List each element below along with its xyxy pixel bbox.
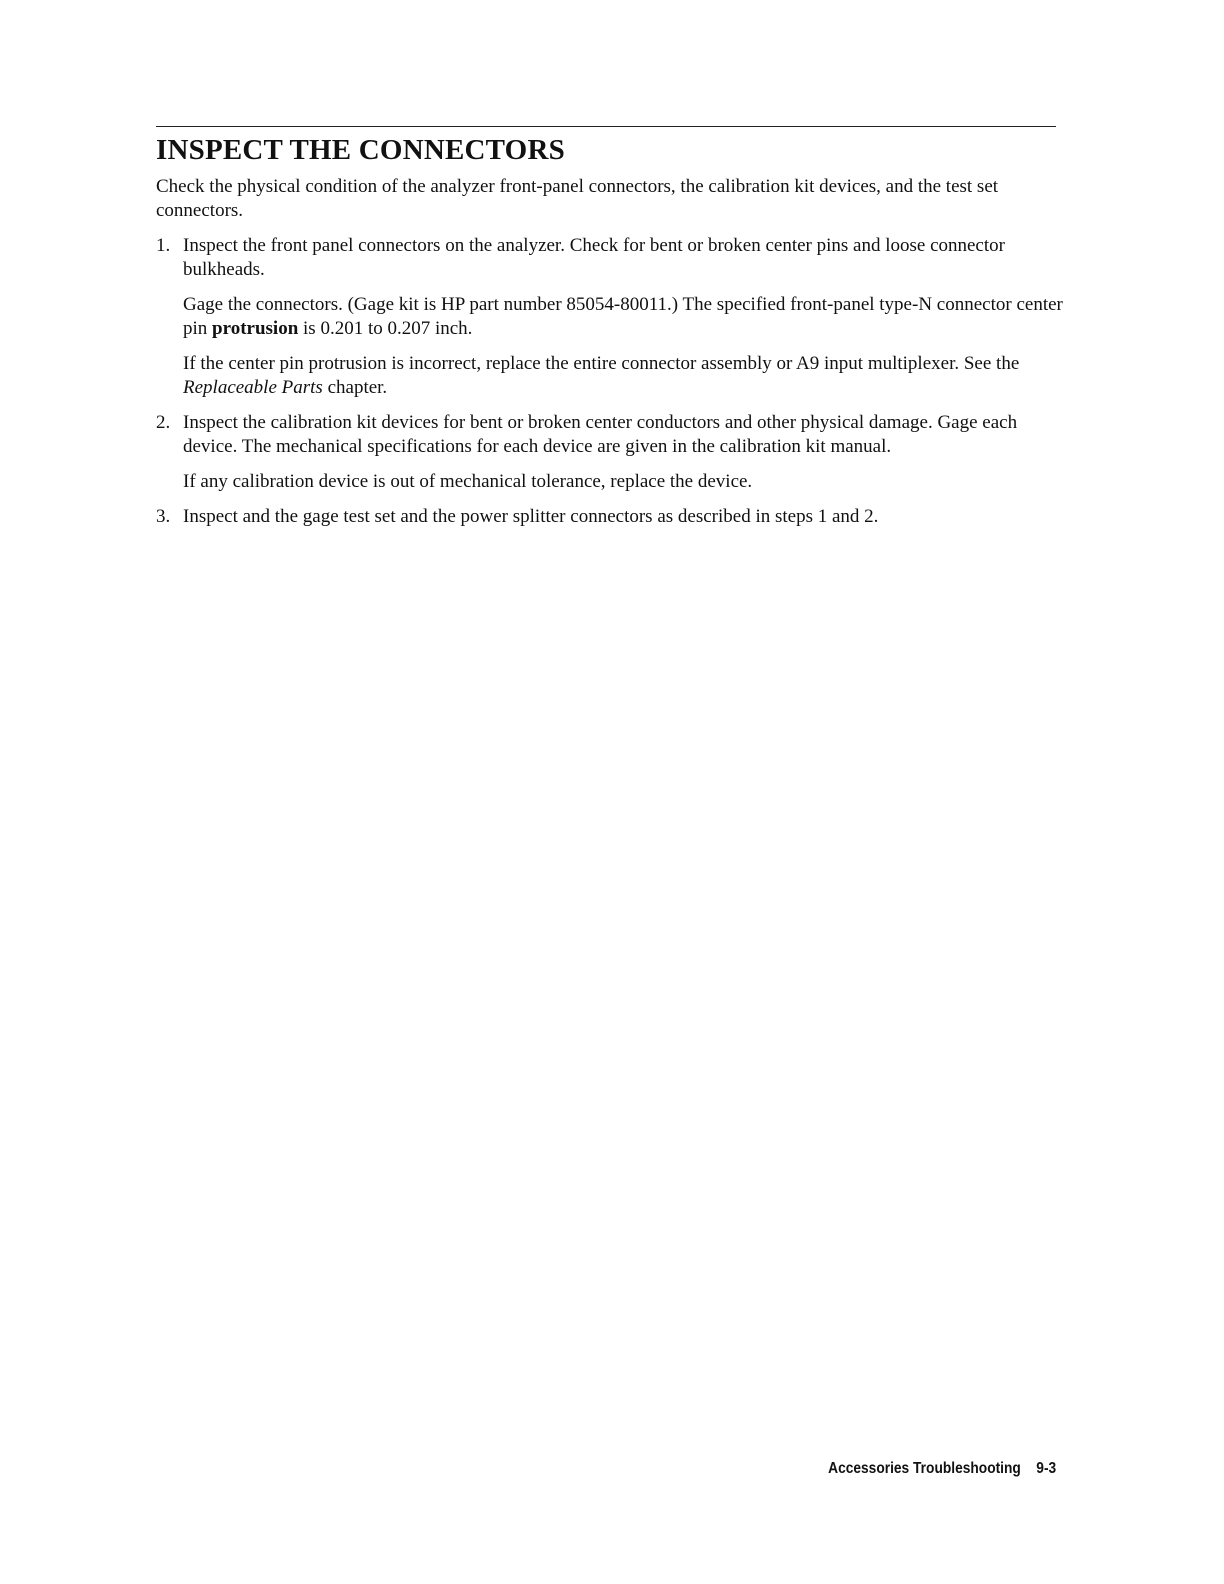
step-1 xyxy=(156,234,1066,400)
step-2-text: Inspect the calibration kit devices for bent or broken center conductors and other physical damage. Gage each device. The mechanical specifications for each device are given in the calibration kit manual. xyxy=(183,412,1018,457)
chapter-text: chapter. xyxy=(322,377,388,398)
step-2 xyxy=(156,411,1066,494)
step-1-text: Inspect the front panel connectors on the analyzer. Check for bent or broken center pins and loose connector bulkheads. xyxy=(183,235,1005,280)
footer-page-number: 9-3 xyxy=(1036,1460,1056,1477)
step-3-text: Inspect and the gage test set and the power splitter connectors as described in steps 1 and 2. xyxy=(183,506,879,527)
gage-spec-text: is 0.201 to 0.207 inch. xyxy=(298,318,473,339)
step-3 xyxy=(156,505,1066,529)
footer-chapter-title: Accessories Troubleshooting xyxy=(827,1460,1021,1477)
intro-paragraph: Check the physical condition of the analyzer front-panel connectors, the calibration kit devices, and the test set connectors. xyxy=(156,176,999,221)
protrusion-term: protrusion xyxy=(212,318,299,339)
section-heading: INSPECT THE CONNECTORS xyxy=(156,134,565,166)
step-1-replace-paragraph xyxy=(183,352,1066,400)
page-footer xyxy=(828,1458,1056,1480)
step-1-gage-paragraph xyxy=(183,293,1066,341)
section-body xyxy=(156,175,1066,540)
step-number: 1. xyxy=(156,235,171,256)
replaceable-parts-reference: Replaceable Parts xyxy=(183,377,323,398)
replace-text: If the center pin protrusion is incorrect, replace the entire connector assembly or A9 input multiplexer. See the xyxy=(183,353,1020,374)
step-number: 2. xyxy=(156,412,171,433)
step-2-tolerance-paragraph: If any calibration device is out of mechanical tolerance, replace the device. xyxy=(183,471,753,492)
step-number: 3. xyxy=(156,506,171,527)
section-rule xyxy=(156,126,1056,127)
gage-text: Gage the connectors. (Gage kit is HP part number 85054-80011.) The specified front-panel type-N connector center pin xyxy=(183,294,1063,339)
